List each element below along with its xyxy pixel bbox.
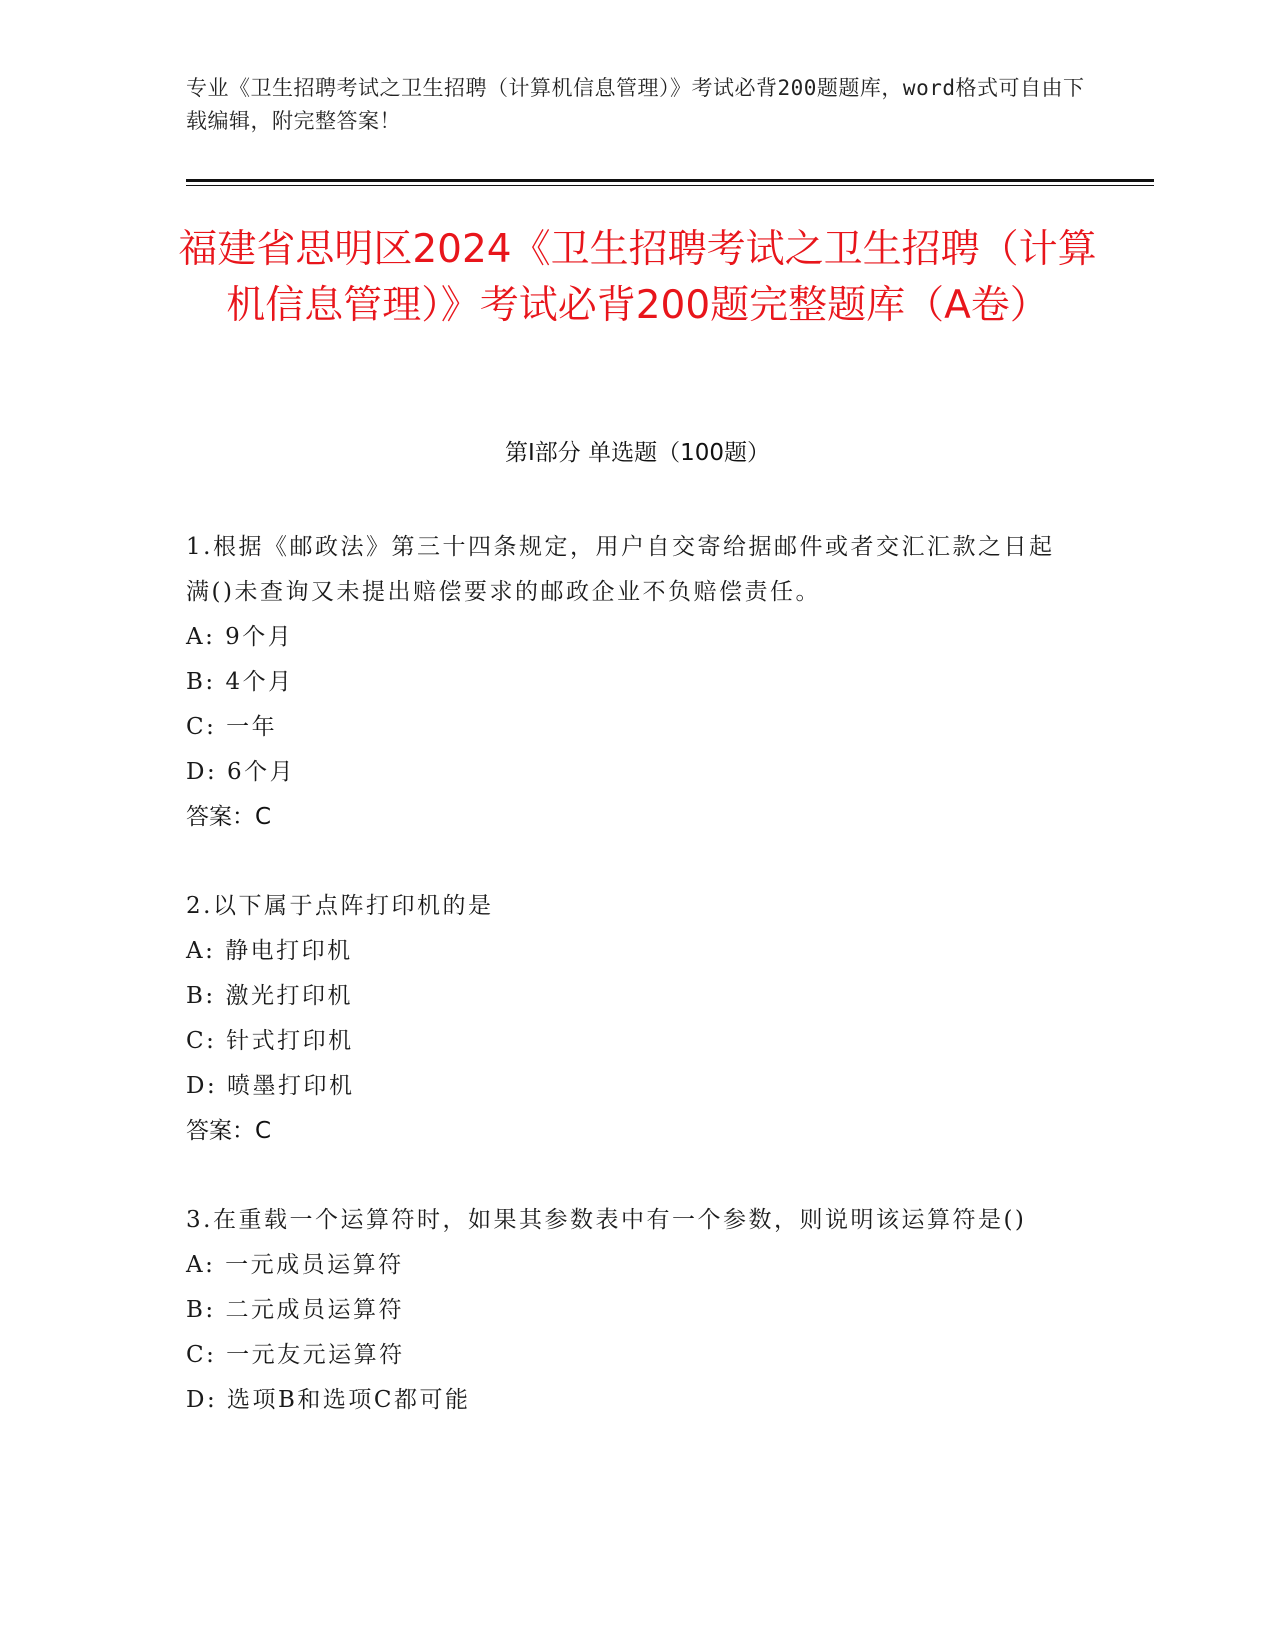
option-d: D: 喷墨打印机 [186,1073,355,1099]
option-b: B: 4个月 [186,669,294,695]
header-divider-thin [186,185,1154,186]
question-2 [186,884,1066,1154]
document-header-note: 专业《卫生招聘考试之卫生招聘（计算机信息管理）》考试必背200题题库，word格式可自由下载编辑，附完整答案！ [186,76,1085,133]
answer-line: 答案：C [186,1118,272,1144]
question-stem: 1.根据《邮政法》第三十四条规定，用户自交寄给据邮件或者交汇汇款之日起满()未查询又未提出赔偿要求的邮政企业不负赔偿责任。 [186,534,1055,605]
question-stem: 3.在重载一个运算符时，如果其参数表中有一个参数，则说明该运算符是() [186,1207,1027,1233]
answer-line: 答案：C [186,804,272,830]
option-b: B: 二元成员运算符 [186,1297,404,1323]
option-a: A: 9个月 [186,624,294,650]
question-list [186,525,1066,1467]
question-3 [186,1198,1066,1423]
option-b: B: 激光打印机 [186,983,353,1009]
option-c: C: 一元友元运算符 [186,1342,405,1368]
question-stem: 2.以下属于点阵打印机的是 [186,893,494,919]
header-divider-thick [186,179,1154,182]
option-a: A: 静电打印机 [186,938,353,964]
option-c: C: 针式打印机 [186,1028,354,1054]
option-d: D: 6个月 [186,759,296,785]
option-c: C: 一年 [186,714,278,740]
question-1 [186,525,1066,840]
section-heading: 第Ⅰ部分 单选题（100题） [505,440,770,466]
option-a: A: 一元成员运算符 [186,1252,404,1278]
option-d: D: 选项B和选项C都可能 [186,1387,471,1413]
document-title: 福建省思明区2024《卫生招聘考试之卫生招聘（计算机信息管理）》考试必背200题完整题库（A卷） [178,227,1097,328]
